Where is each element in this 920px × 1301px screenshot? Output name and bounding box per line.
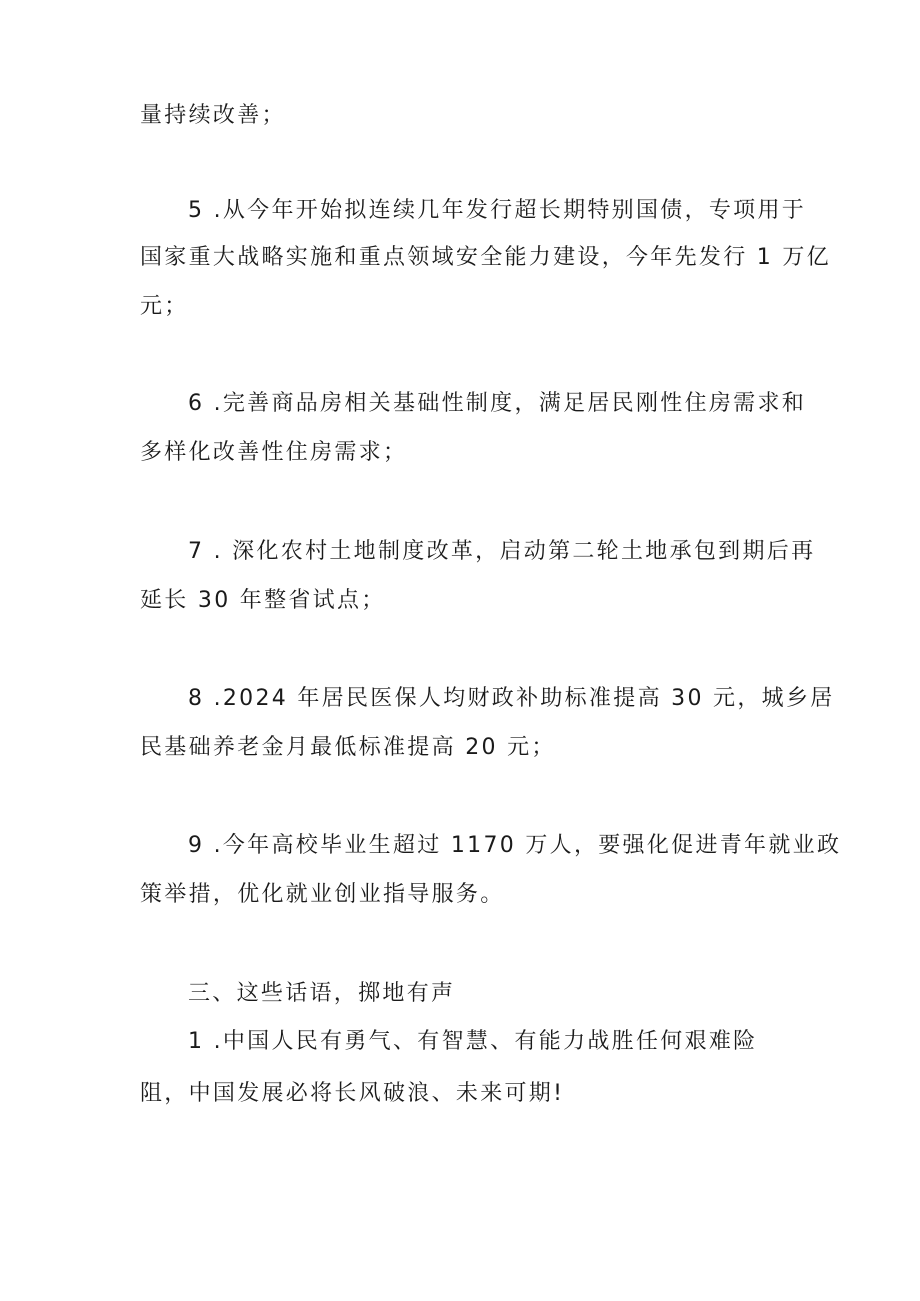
item-6-line-2: 多样化改善性住房需求； <box>140 440 408 465</box>
item-5-line-2: 国家重大战略实施和重点领域安全能力建设，今年先发行 1 万亿 <box>140 245 831 270</box>
section-item-1-line-2: 阻，中国发展必将长风破浪、未来可期! <box>140 1081 565 1106</box>
item-9-line-2: 策举措，优化就业创业指导服务。 <box>140 882 505 907</box>
item-5-line-1: 5 .从今年开始拟连续几年发行超长期特别国债，专项用于 <box>188 198 807 223</box>
item-7-line-1: 7 . 深化农村土地制度改革，启动第二轮土地承包到期后再 <box>188 539 816 564</box>
item-8-line-1: 8 .2024 年居民医保人均财政补助标准提高 30 元，城乡居 <box>188 686 835 711</box>
section-item-1-line-1: 1 .中国人民有勇气、有智慧、有能力战胜任何艰难险 <box>188 1029 758 1054</box>
item-8-line-2: 民基础养老金月最低标准提高 20 元； <box>140 735 556 760</box>
item-5-line-3: 元； <box>140 294 189 319</box>
item-6-line-1: 6 .完善商品房相关基础性制度，满足居民刚性住房需求和 <box>188 391 807 416</box>
item-7-line-2: 延长 30 年整省试点； <box>140 588 386 613</box>
section-heading: 三、这些话语，掷地有声 <box>188 981 456 1006</box>
item-9-line-1: 9 .今年高校毕业生超过 1170 万人，要强化促进青年就业政 <box>188 833 842 858</box>
continuation-line: 量持续改善； <box>140 103 286 128</box>
